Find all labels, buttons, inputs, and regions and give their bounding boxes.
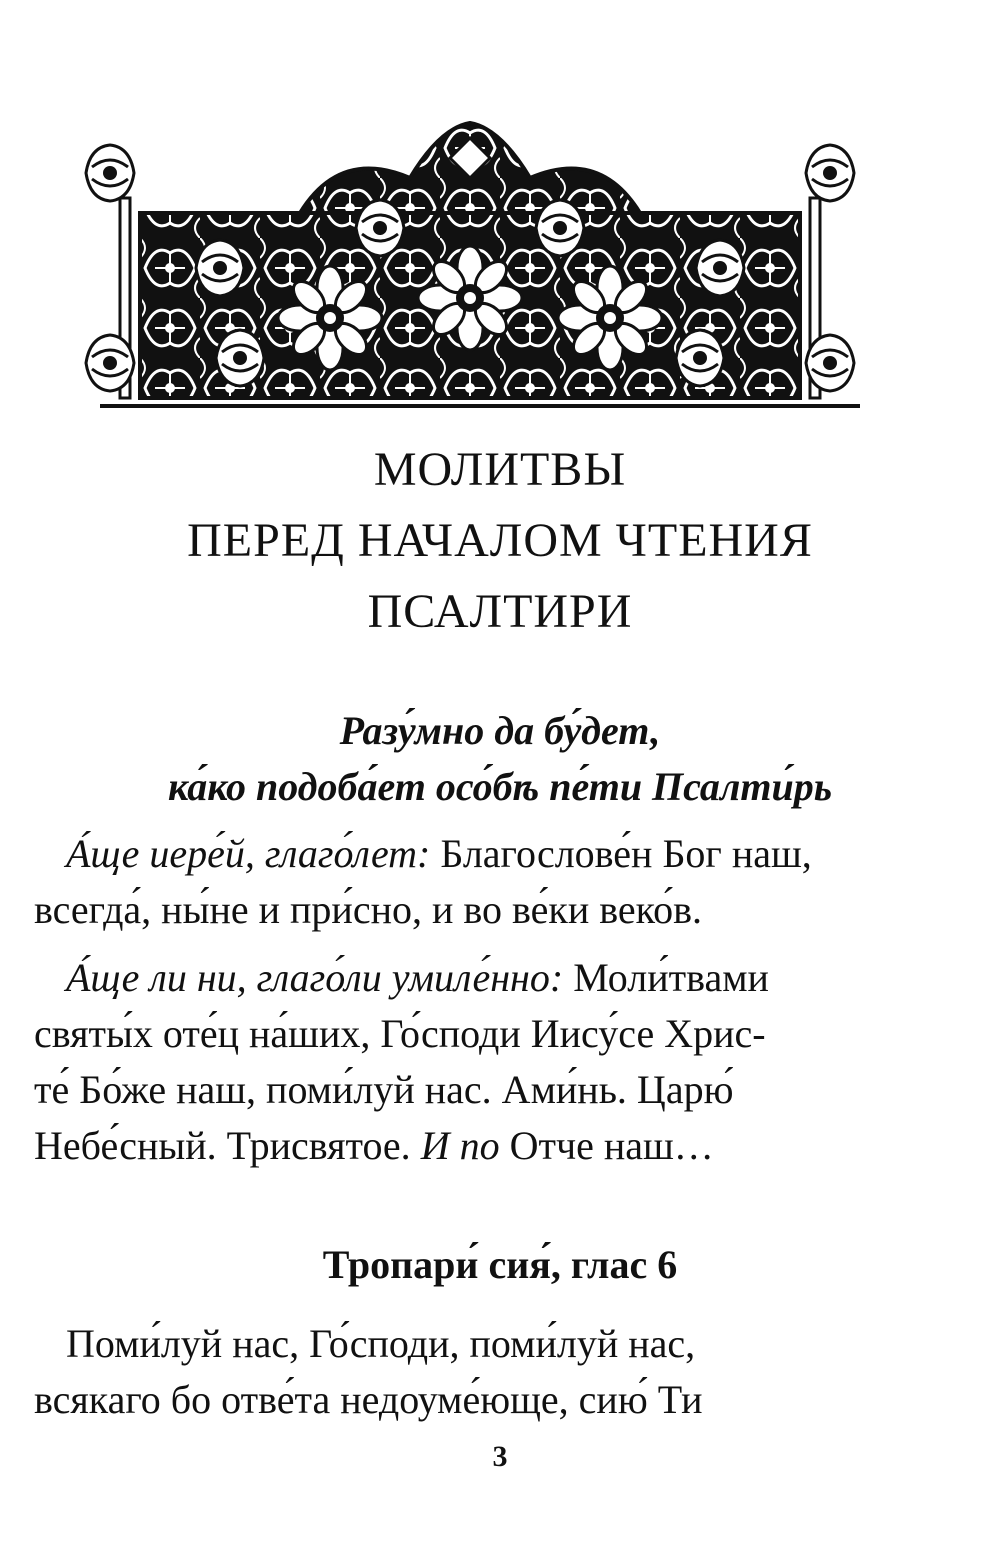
paragraph-layman xyxy=(34,950,900,1174)
paragraph-line: Поми́луй нас, Го́споди, поми́луй нас, xyxy=(66,1321,696,1366)
rubric-title-line-2: ка́ко подоба́ет осо́бѣ пе́ти Псалти́рь xyxy=(167,764,833,809)
paragraph-line: всегда́, ны́не и при́сно, и во ве́ки веко́в. xyxy=(34,887,702,932)
rubric-text: И по xyxy=(420,1123,500,1168)
page-title-line-3: ПСАЛТИРИ xyxy=(367,585,633,638)
paragraph-line xyxy=(34,1118,900,1174)
paragraph-troparion xyxy=(34,1316,900,1428)
page-number: 3 xyxy=(492,1440,508,1473)
paragraph-line xyxy=(34,826,900,882)
rubric-title-line-1: Разу́мно да бу́дет, xyxy=(339,708,661,753)
section-subheading: Тропари́ сия́, глас 6 xyxy=(322,1242,678,1287)
page-title-line-2: ПЕРЕД НАЧАЛОМ ЧТЕНИЯ xyxy=(187,514,813,567)
rubric-text: А́ще ли ни, глаго́ли умиле́нно: xyxy=(66,955,564,1000)
paragraph-priest xyxy=(34,826,900,938)
rubric-text: А́ще иере́й, глаго́лет: xyxy=(66,831,431,876)
paragraph-line: те́ Бо́же наш, поми́луй нас. Ами́нь. Царю́ xyxy=(34,1067,734,1112)
prayer-text: Отче наш… xyxy=(499,1123,714,1168)
floral-headpiece-icon xyxy=(80,118,860,418)
paragraph-line: всякаго бо отве́та недоуме́юще, сию́ Ти xyxy=(34,1377,703,1422)
prayer-text: Благослове́н Бог наш, xyxy=(430,831,812,876)
page-title-line-1: МОЛИТВЫ xyxy=(373,443,627,496)
prayer-text: Небе́сный. Трисвятое. xyxy=(34,1123,421,1168)
prayer-text: Моли́твами xyxy=(563,955,769,1000)
paragraph-line xyxy=(34,950,900,1006)
paragraph-line: святы́х оте́ц на́ших, Го́споди Иису́се Хрис- xyxy=(34,1011,766,1056)
